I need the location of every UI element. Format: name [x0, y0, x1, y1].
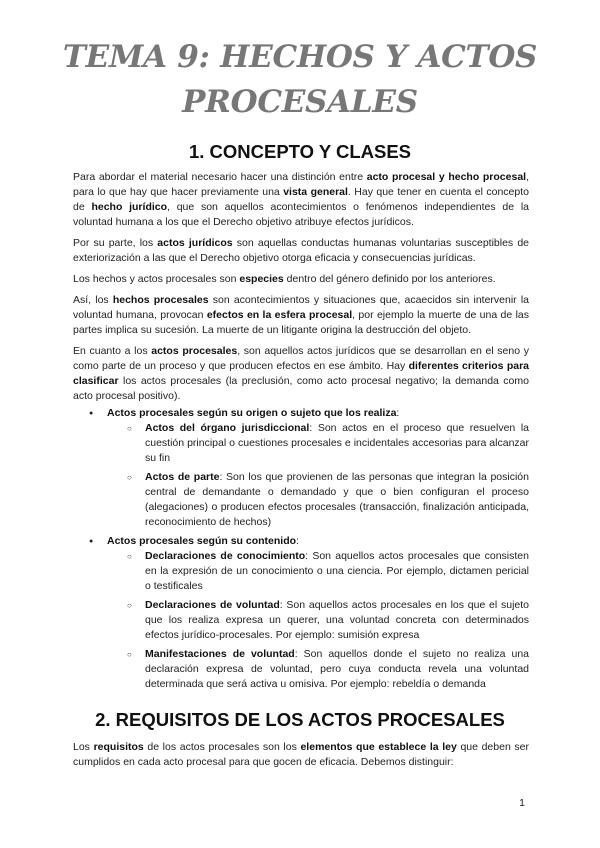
document-title-line1: TEMA 9: HECHOS Y ACTOS	[62, 39, 538, 75]
paragraph: Los hechos y actos procesales son especies dentro del género definido por los anteriores.	[73, 273, 496, 285]
document-title-line2: PROCESALES	[182, 84, 418, 120]
section-body-concepto	[73, 170, 529, 696]
emphasis-text: actos jurídicos	[157, 237, 233, 249]
list-item	[73, 406, 529, 530]
sublist-item: ○ Actos del órgano jurisdiccional: Son actos en el proceso que resuelven la cuestión principal o cuestiones procesales e incidentales accesorias para alcanzar su fin	[107, 421, 529, 466]
emphasis-text: hecho jurídico	[91, 201, 168, 213]
emphasis-text: vista general	[283, 186, 348, 198]
emphasis-text: diferentes criterios para clasificar	[73, 360, 529, 387]
list-item	[73, 534, 529, 692]
emphasis-text: Declaraciones de voluntad	[145, 599, 280, 611]
emphasis-text: requisitos	[93, 741, 144, 753]
section-body-requisitos	[73, 740, 529, 776]
sublist-item: ○ Actos de parte: Son los que provienen de las personas que integran la posición central de demandante o demandado y que o bien configuran el proceso (alegaciones) o producen efectos procesales (transacción, finalización anticipada, reconocimiento de hechos)	[107, 470, 529, 530]
list-item-label: Actos procesales según su contenido:	[107, 535, 299, 547]
emphasis-text: Actos de parte	[145, 471, 220, 483]
sublist-item: ○ Declaraciones de voluntad: Son aquellos actos procesales en los que el sujeto que los realiza expresa un querer, una voluntad concreta con determinados efectos jurídico-procesales. Por ejemplo: sumisión expresa	[107, 598, 529, 643]
paragraph: Para abordar el material necesario hacer una distinción entre acto procesal y hecho procesal, para lo que hay que hacer previamente una vista general. Hay que tener en cuenta el concepto de hecho jurídico, que son aquellos acontecimientos o fenómenos independientes de la voluntad humana a los que el Derecho objetivo atribuye efectos jurídicos.	[73, 171, 529, 228]
emphasis-text: especies	[239, 273, 284, 285]
emphasis-text: Declaraciones de conocimiento	[145, 550, 306, 562]
sublist-item: ○ Manifestaciones de voluntad: Son aquellos donde el sujeto no realiza una declaración expresa de voluntad, pero cuya conducta revela una voluntad determinada que será activa u omisiva. Por ejemplo: rebeldía o demanda	[107, 647, 529, 692]
sublist	[107, 549, 529, 692]
emphasis-text: Actos procesales según su contenido	[107, 535, 297, 547]
section-heading-requisitos: 2. REQUISITOS DE LOS ACTOS PROCESALES	[95, 709, 505, 730]
emphasis-text: hechos procesales	[112, 294, 209, 306]
emphasis-text: Actos del órgano jurisdiccional	[145, 422, 310, 434]
emphasis-text: Manifestaciones de voluntad	[145, 648, 295, 660]
paragraph: Así, los hechos procesales son acontecimientos y situaciones que, acaecidos sin intervenir la voluntad humana, provocan efectos en la esfera procesal, por ejemplo la muerte de una de las partes implica su sucesión. La muerte de un litigante origina la destrucción del objeto.	[73, 294, 530, 336]
emphasis-text: actos procesales	[151, 345, 238, 357]
classification-list	[73, 406, 529, 692]
paragraph: Los requisitos de los actos procesales son los elementos que establece la ley que deben ser cumplidos en cada acto procesal para que gocen de eficacia. Debemos distinguir:	[73, 741, 529, 768]
emphasis-text: Actos procesales según su origen o sujeto que los realiza	[107, 407, 397, 419]
sublist-item: ○ Declaraciones de conocimiento: Son aquellos actos procesales que consisten en la expresión de un conocimiento o una ciencia. Por ejemplo, dictamen pericial o testificales	[107, 549, 529, 594]
emphasis-text: efectos en la esfera procesal	[206, 309, 353, 321]
section-heading-concepto: 1. CONCEPTO Y CLASES	[188, 141, 412, 162]
paragraph: Por su parte, los actos jurídicos son aquellas conductas humanas voluntarias susceptibles de exteriorización a las que el Derecho objetivo otorga eficacia y consecuencias jurídicas.	[73, 237, 530, 264]
paragraph: En cuanto a los actos procesales, son aquellos actos jurídicos que se desarrollan en el seno y como parte de un proceso y que producen efectos en ese ámbito. Hay diferentes criterios para clasificar los actos procesales (la preclusión, como acto procesal negativo; la demanda como acto procesal positivo).	[73, 345, 529, 402]
list-item-label: Actos procesales según su origen o sujeto que los realiza:	[107, 407, 400, 419]
emphasis-text: elementos que establece la ley	[300, 741, 457, 753]
sublist	[107, 421, 529, 530]
page-number: 1	[519, 797, 525, 809]
emphasis-text: acto procesal y hecho procesal	[366, 171, 527, 183]
